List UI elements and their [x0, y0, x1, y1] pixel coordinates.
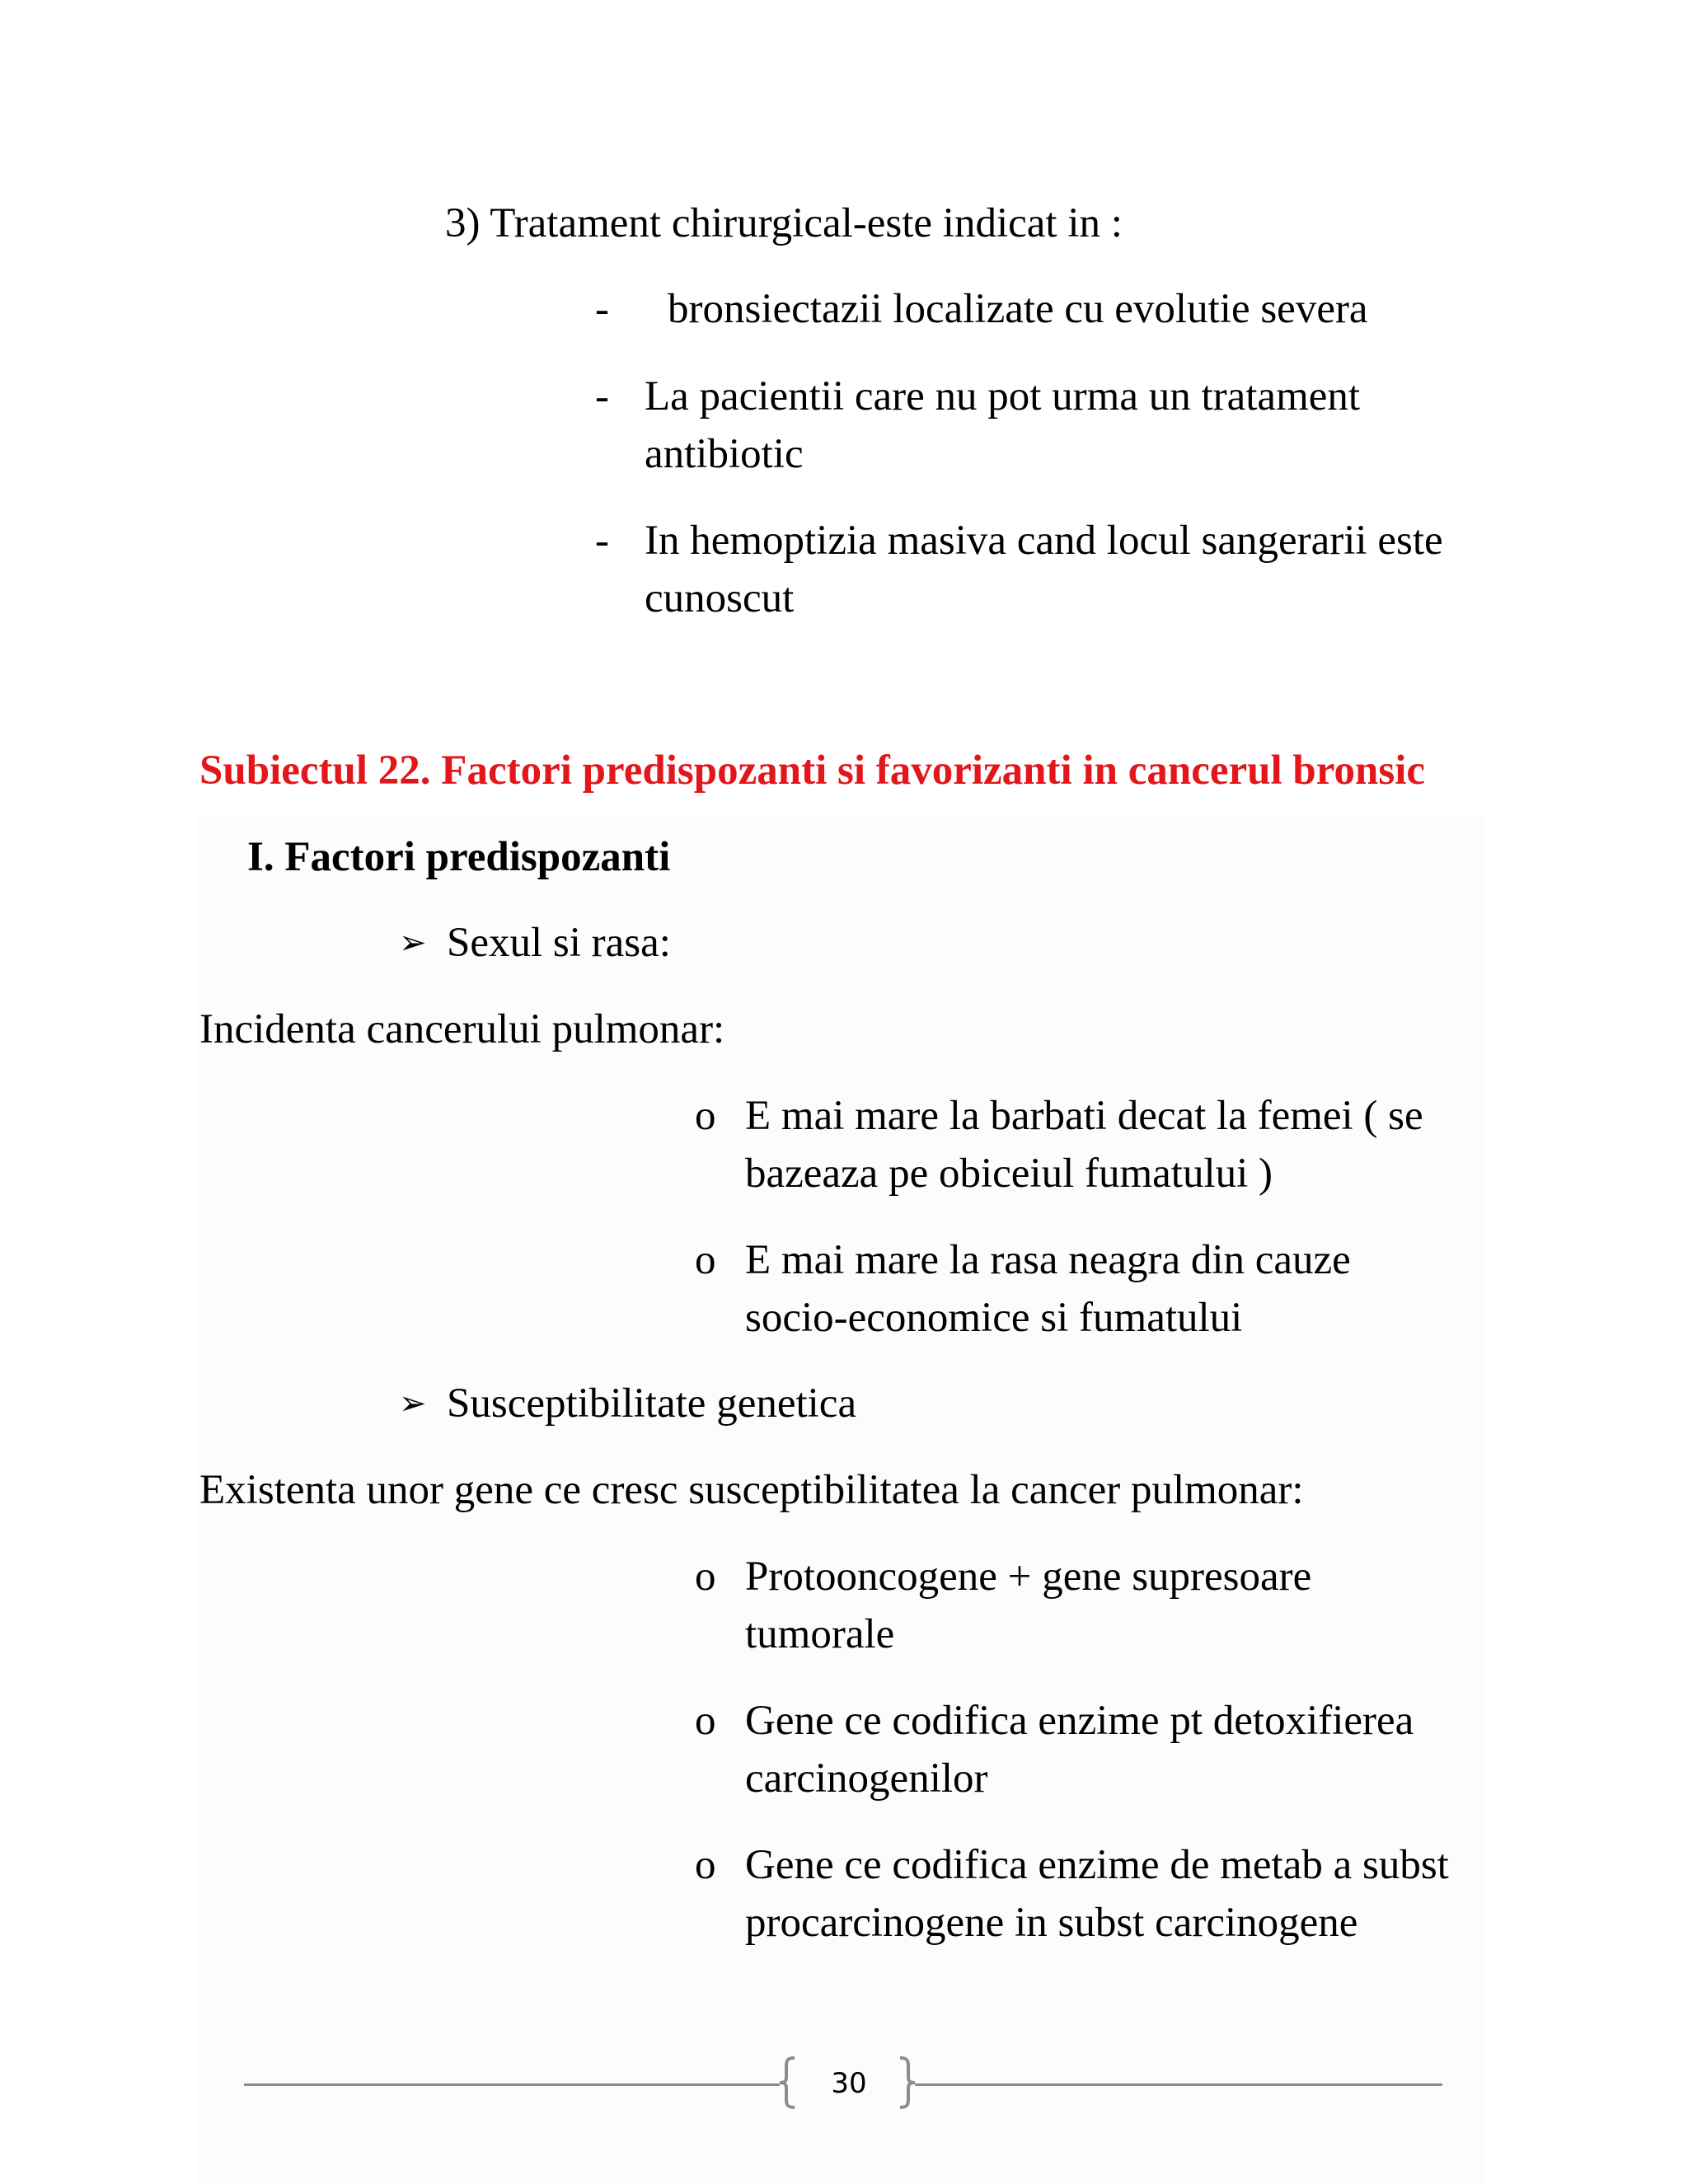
section-3-heading: 3) Tratament chirurgical-este indicat in : [445, 200, 1123, 246]
intro-text: Incidenta cancerului pulmonar: [199, 1006, 725, 1052]
right-brace-icon [898, 2056, 915, 2109]
list-item-text: E mai mare la barbati decat la femei ( se [745, 1093, 1423, 1139]
circle-bullet-icon: o [695, 1698, 716, 1744]
list-item-text: Gene ce codifica enzime de metab a subst [745, 1842, 1449, 1888]
subsection-label: Susceptibilitate genetica [447, 1380, 857, 1427]
list-item-text: bronsiectazii localizate cu evolutie severa [668, 286, 1368, 332]
list-item-text: carcinogenilor [745, 1755, 988, 1802]
footer-rule-right [915, 2083, 1442, 2086]
page-number: 30 [831, 2067, 867, 2100]
dash-marker: - [595, 373, 609, 419]
arrow-bullet-icon: ➢ [399, 1385, 427, 1422]
circle-bullet-icon: o [695, 1554, 716, 1600]
list-item-text: antibiotic [645, 431, 804, 477]
subsection-label: Sexul si rasa: [447, 920, 671, 966]
list-item-text: tumorale [745, 1611, 895, 1657]
list-item-text: Protooncogene + gene supresoare [745, 1554, 1312, 1600]
list-item-text: E mai mare la rasa neagra din cauze [745, 1237, 1351, 1283]
arrow-bullet-icon: ➢ [399, 924, 427, 962]
left-brace-icon [780, 2056, 796, 2109]
intro-text: Existenta unor gene ce cresc susceptibilitatea la cancer pulmonar: [199, 1467, 1304, 1513]
list-item-text: procarcinogene in subst carcinogene [745, 1900, 1358, 1946]
dash-marker: - [595, 286, 609, 332]
subject-title: Subiectul 22. Factori predispozanti si favorizanti in cancerul bronsic [199, 748, 1426, 794]
footer-rule-left [244, 2083, 780, 2086]
list-item-text: La pacientii care nu pot urma un tratament [645, 373, 1361, 419]
list-item-text: socio-economice si fumatului [745, 1295, 1243, 1341]
circle-bullet-icon: o [695, 1093, 716, 1139]
list-item-text: Gene ce codifica enzime pt detoxifierea [745, 1698, 1414, 1744]
circle-bullet-icon: o [695, 1237, 716, 1283]
list-item-text: cunoscut [645, 575, 795, 621]
circle-bullet-icon: o [695, 1842, 716, 1888]
part-heading: I. Factori predispozanti [247, 834, 671, 880]
list-item-text: bazeaza pe obiceiul fumatului ) [745, 1151, 1273, 1197]
dash-marker: - [595, 518, 609, 564]
list-item-text: In hemoptizia masiva cand locul sangerarii este [645, 518, 1443, 564]
